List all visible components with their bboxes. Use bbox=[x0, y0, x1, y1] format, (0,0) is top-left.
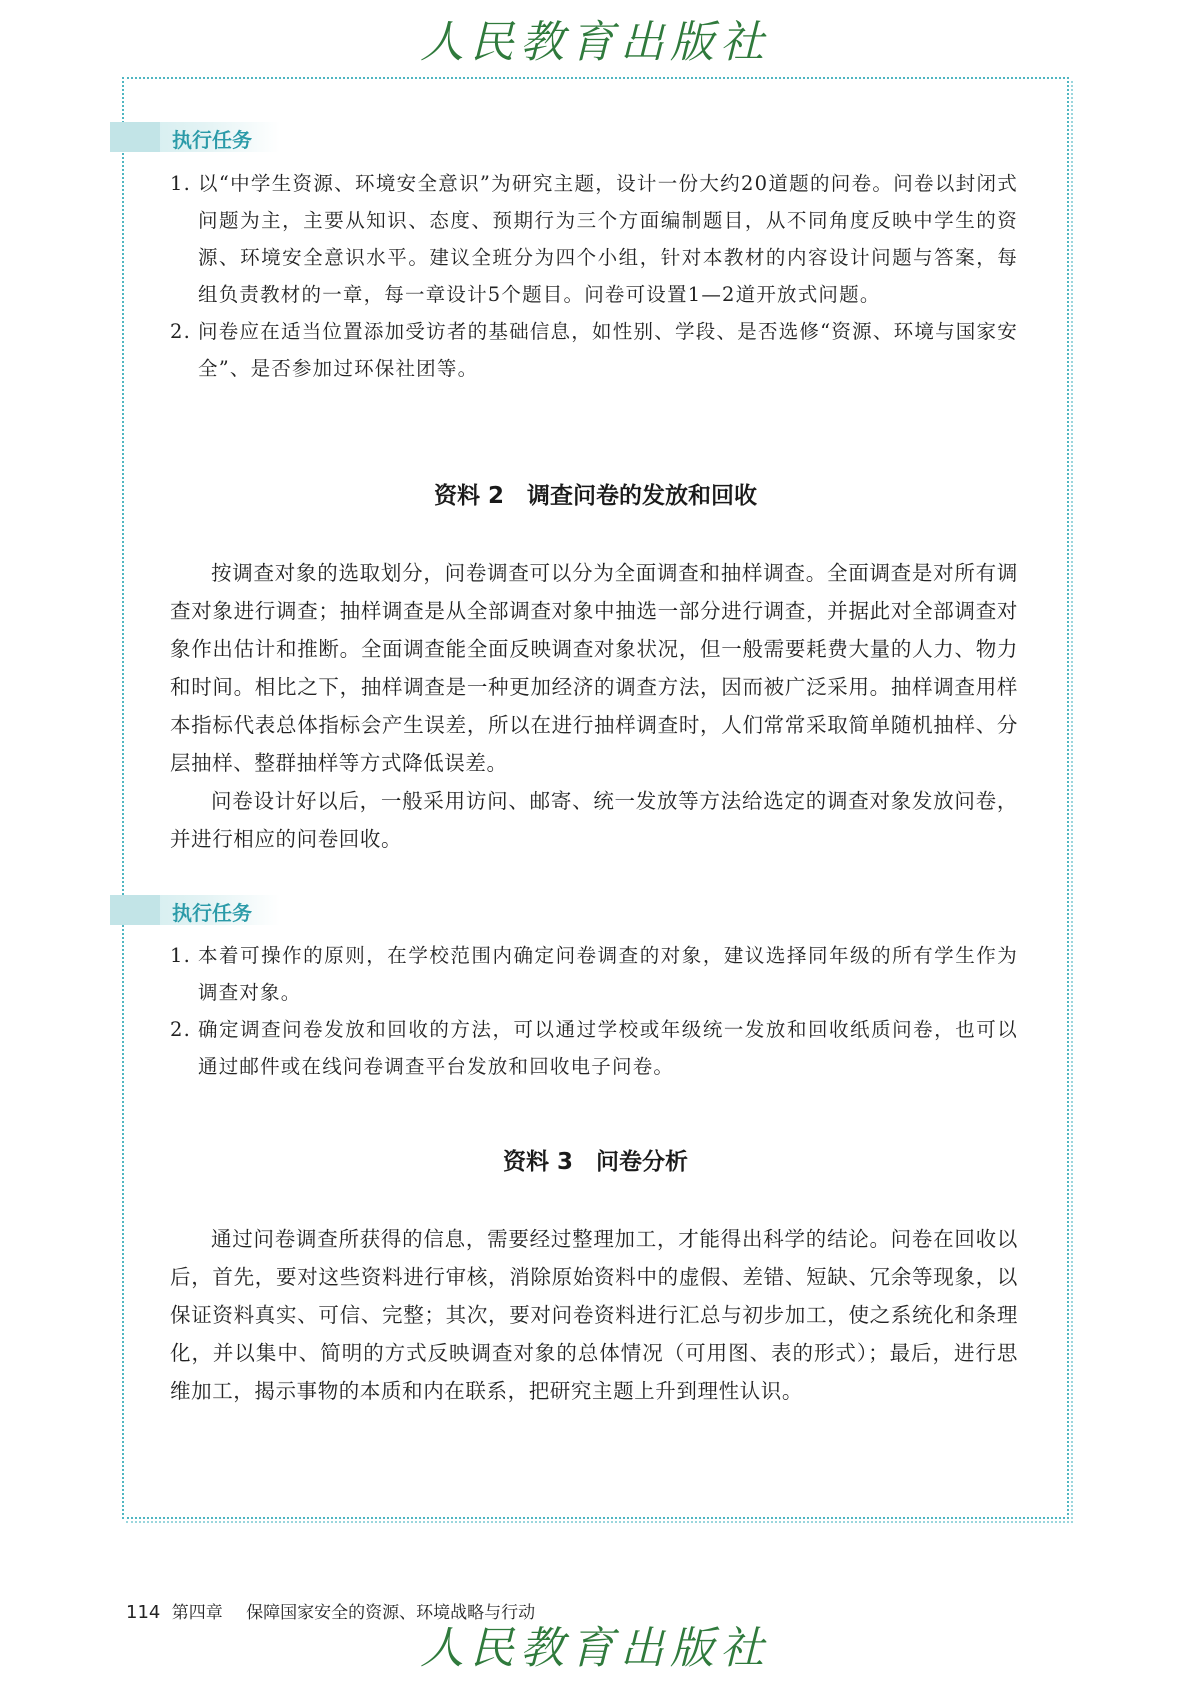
material-2-body bbox=[170, 554, 1018, 858]
page-number: 114 bbox=[126, 1602, 161, 1623]
item-text: 问卷应在适当位置添加受访者的基础信息，如性别、学段、是否选修“资源、环境与国家安全”、是否参加过环保社团等。 bbox=[198, 320, 1018, 380]
chapter-title: 保障国家安全的资源、环境战略与行动 bbox=[246, 1603, 536, 1623]
list-item bbox=[170, 1011, 1018, 1085]
task-label: 执行任务 bbox=[172, 128, 252, 152]
task-label: 执行任务 bbox=[172, 901, 252, 925]
task-list-2 bbox=[170, 937, 1018, 1085]
publisher-logo-bottom: 人民教育出版社 bbox=[420, 1623, 770, 1674]
paragraph: 按调查对象的选取划分，问卷调查可以分为全面调查和抽样调查。全面调查是对所有调查对象进行调查；抽样调查是从全部调查对象中抽选一部分进行调查，并据此对全部调查对象作出估计和推断。全面调查能全面反映调查对象状况，但一般需要耗费大量的人力、物力和时间。相比之下，抽样调查是一种更加经济的调查方法，因而被广泛采用。抽样调查用样本指标代表总体指标会产生误差，所以在进行抽样调查时，人们常常采取简单随机抽样、分层抽样、整群抽样等方式降低误差。 bbox=[170, 561, 1018, 775]
task-label-tag bbox=[110, 895, 280, 925]
section-heading-material-3: 资料 3 问卷分析 bbox=[502, 1149, 688, 1175]
paragraph: 问卷设计好以后，一般采用访问、邮寄、统一发放等方法给选定的调查对象发放问卷，并进行相应的问卷回收。 bbox=[170, 789, 1018, 851]
item-text: 确定调查问卷发放和回收的方法，可以通过学校或年级统一发放和回收纸质问卷，也可以通过邮件或在线问卷调查平台发放和回收电子问卷。 bbox=[198, 1018, 1018, 1078]
publisher-logo-top: 人民教育出版社 bbox=[420, 17, 770, 68]
item-text: 本着可操作的原则，在学校范围内确定问卷调查的对象，建议选择同年级的所有学生作为调查对象。 bbox=[198, 944, 1018, 1004]
item-number: 2. bbox=[170, 320, 192, 343]
item-number: 2. bbox=[170, 1018, 192, 1041]
tag-accent-bar bbox=[110, 122, 160, 152]
item-text: 以“中学生资源、环境安全意识”为研究主题，设计一份大约20道题的问卷。问卷以封闭式问题为主，主要从知识、态度、预期行为三个方面编制题目，从不同角度反映中学生的资源、环境安全意识水平。建议全班分为四个小组，针对本教材的内容设计问题与答案，每组负责教材的一章，每一章设计5个题目。问卷可设置1—2道开放式问题。 bbox=[198, 172, 1018, 306]
item-number: 1. bbox=[170, 172, 192, 195]
section-heading-material-2: 资料 2 调查问卷的发放和回收 bbox=[433, 483, 757, 509]
list-item bbox=[170, 165, 1018, 313]
item-number: 1. bbox=[170, 944, 192, 967]
chapter-number: 第四章 bbox=[171, 1603, 223, 1623]
material-3-body bbox=[170, 1220, 1018, 1410]
paragraph: 通过问卷调查所获得的信息，需要经过整理加工，才能得出科学的结论。问卷在回收以后，首先，要对这些资料进行审核，消除原始资料中的虚假、差错、短缺、冗余等现象，以保证资料真实、可信、完整；其次，要对问卷资料进行汇总与初步加工，使之系统化和条理化，并以集中、简明的方式反映调查对象的总体情况（可用图、表的形式）；最后，进行思维加工，揭示事物的本质和内在联系，把研究主题上升到理性认识。 bbox=[170, 1227, 1018, 1403]
list-item bbox=[170, 313, 1018, 387]
task-label-tag bbox=[110, 122, 280, 152]
list-item bbox=[170, 937, 1018, 1011]
tag-accent-bar bbox=[110, 895, 160, 925]
task-list-1 bbox=[170, 165, 1018, 387]
